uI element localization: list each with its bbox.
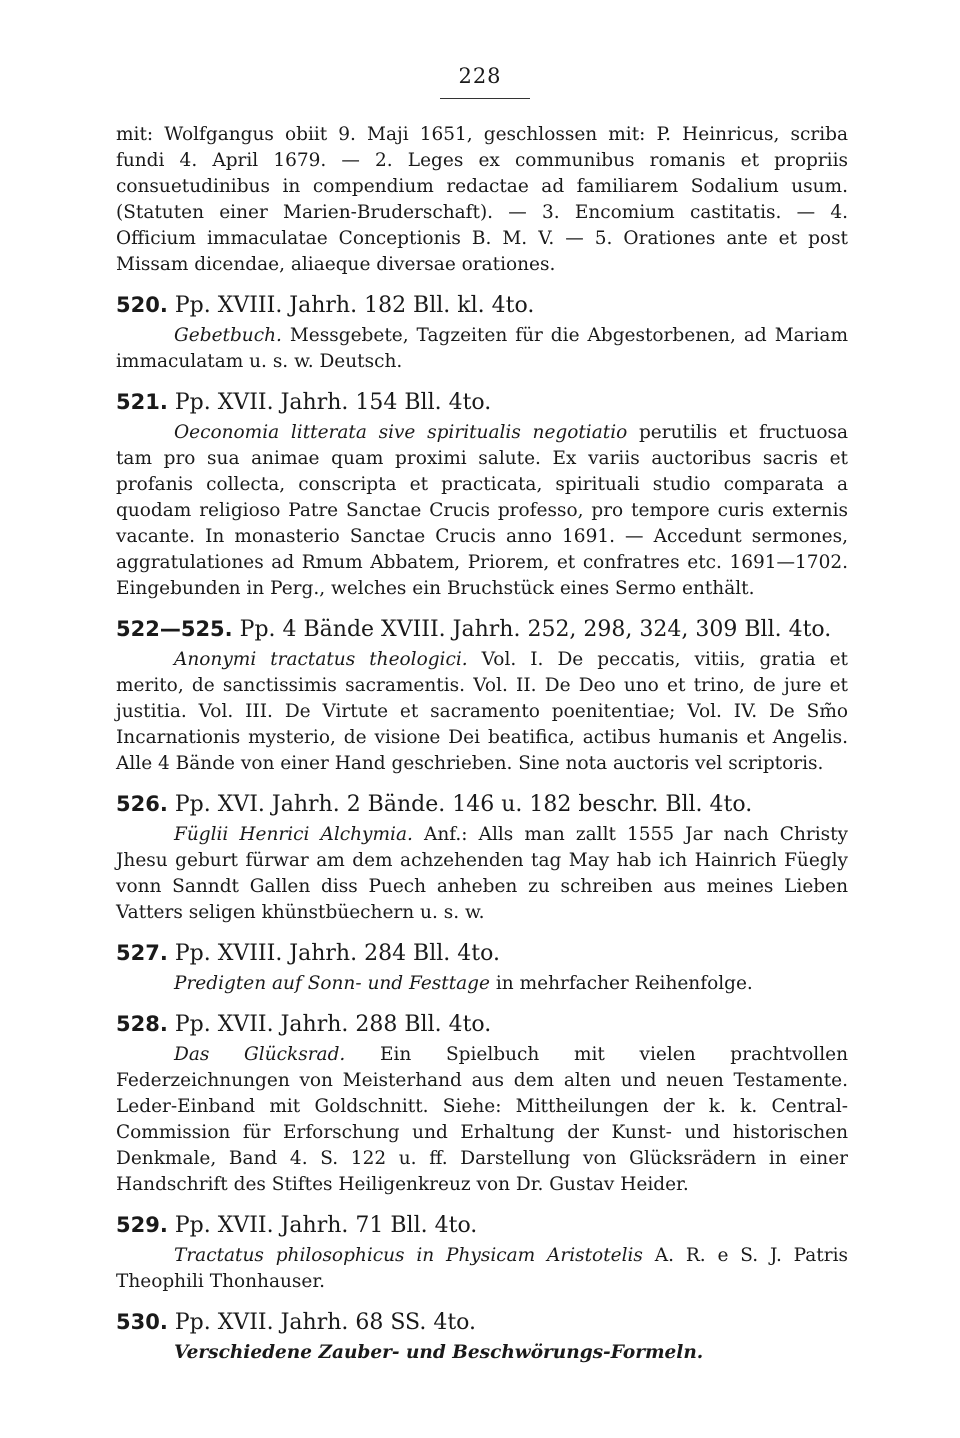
entry-number: 530.	[116, 1310, 168, 1334]
entry-body: Ein Spielbuch mit vielen prachtvollen Federzeichnungen von Meisterhand aus dem alten und neuen Testamente. Leder-Einband mit Goldschnitt. Siehe: Mittheilungen der k. k. Central-Commission für Erforschung und Erhaltung der Kunst- und historischen Denkmale, Band 4. S. 122 u. ff. Darstellung von Glücksrädern in einer Handschrift des Stiftes Heiligenkreuz von Dr. Gustav Heider.	[116, 1044, 848, 1195]
entry-number: 527.	[116, 941, 168, 965]
entry-title: Füglii Henrici Alchymia.	[174, 824, 413, 845]
entry-title: Verschiedene Zauber- und Beschwörungs-Formeln.	[174, 1342, 704, 1363]
entry-header	[116, 1307, 848, 1338]
entry-description	[116, 822, 848, 926]
entry-header-text: Pp. XVII. Jahrh. 288 Bll. 4to.	[167, 1012, 492, 1037]
entry-number: 522—525.	[116, 617, 233, 641]
entry-description	[116, 1340, 848, 1366]
catalog-entry	[116, 1307, 848, 1366]
entry-number: 520.	[116, 293, 168, 317]
page-number-rule	[440, 98, 530, 99]
entry-title: Tractatus philosophicus in Physicam Aristotelis	[174, 1245, 643, 1266]
entry-header	[116, 290, 848, 321]
entry-number: 526.	[116, 792, 168, 816]
entry-number: 521.	[116, 390, 168, 414]
entry-description	[116, 971, 848, 997]
entry-header	[116, 387, 848, 418]
catalog-entry	[116, 1009, 848, 1198]
page-content	[116, 122, 848, 1366]
catalog-entry	[116, 614, 848, 777]
entry-description	[116, 1243, 848, 1295]
intro-paragraph: mit: Wolfgangus obiit 9. Maji 1651, geschlossen mit: P. Heinricus, scriba fundi 4. April 1679. — 2. Leges ex communibus romanis et propriis consuetudinibus in compendium redactae ad familiarem Sodalium usum. (Statuten einer Marien-Bruderschaft). — 3. Encomium castitatis. — 4. Officium immaculatae Conceptionis B. M. V. — 5. Orationes ante et post Missam dicendae, aliaeque diversae orationes.	[116, 124, 848, 275]
entry-description	[116, 1042, 848, 1198]
entry-description	[116, 323, 848, 375]
entry-body: Anf.: Alls man zallt 1555 Jar nach Christy Jhesu geburt fürwar am dem achzehenden tag May hab ich Hainrich Füegly vonn Sanndt Gallen diss Puech anheben zu schreiben aus meines Lieben Vatters seligen khünstbüechern u. s. w.	[116, 824, 849, 923]
entry-header-text: Pp. XVI. Jahrh. 2 Bände. 146 u. 182 beschr. Bll. 4to.	[167, 792, 753, 817]
catalog-entry	[116, 1210, 848, 1295]
entry-header	[116, 614, 848, 645]
entry-description	[116, 420, 848, 602]
entry-header-text: Pp. XVII. Jahrh. 154 Bll. 4to.	[167, 390, 492, 415]
entry-title: Gebetbuch.	[174, 325, 282, 346]
catalog-entry	[116, 387, 848, 602]
entry-number: 528.	[116, 1012, 168, 1036]
entry-header-text: Pp. XVIII. Jahrh. 182 Bll. kl. 4to.	[167, 293, 535, 318]
entry-header-text: Pp. XVII. Jahrh. 71 Bll. 4to.	[167, 1213, 478, 1238]
catalog-entry	[116, 290, 848, 375]
entry-body: Vol. I. De peccatis, vitiis, gratia et merito, de sanctissimis sacramentis. Vol. II. De Deo uno et trino, de jure et justitia. Vol. III. De Virtute et sacramento poenitentiae; Vol. IV. De Sm̃o Incarnationis mysterio, de visione Dei beatifica, actibus humanis et Angelis. Alle 4 Bände von einer Hand geschrieben. Sine nota auctoris vel scriptoris.	[116, 649, 848, 774]
catalog-entry	[116, 789, 848, 926]
entry-title: Anonymi tractatus theologici.	[174, 649, 468, 670]
entry-body: A. R. e S. J. Patris Theophili Thonhauser.	[116, 1245, 848, 1292]
entry-body: perutilis et fructuosa tam pro sua animae quam proximi salute. Ex variis auctoribus sacris et profanis collecta, conscripta et practicata, spirituali studio comparata a quodam religioso Patre Sanctae Crucis professo, pro tempore curis externis vacante. In monasterio Sanctae Crucis anno 1691. — Accedunt sermones, aggratulationes ad Rmum Abbatem, Priorem, et confratres etc. 1691—1702. Eingebunden in Perg., welches ein Bruchstück eines Sermo enthält.	[116, 422, 848, 599]
entry-list	[116, 290, 848, 1366]
entry-header	[116, 938, 848, 969]
entry-body: in mehrfacher Reihenfolge.	[489, 973, 753, 994]
entry-title: Predigten auf Sonn- und Festtage	[174, 973, 490, 994]
entry-header	[116, 789, 848, 820]
entry-title: Das Glücksrad.	[174, 1044, 346, 1065]
entry-header	[116, 1009, 848, 1040]
entry-header-text: Pp. XVII. Jahrh. 68 SS. 4to.	[167, 1310, 477, 1335]
entry-body: Messgebete, Tagzeiten für die Abgestorbenen, ad Mariam immaculatam u. s. w. Deutsch.	[116, 325, 848, 372]
entry-title: Oeconomia litterata sive spiritualis negotiatio	[174, 422, 628, 443]
entry-description	[116, 647, 848, 777]
entry-header-text: Pp. XVIII. Jahrh. 284 Bll. 4to.	[167, 941, 500, 966]
entry-number: 529.	[116, 1213, 168, 1237]
catalog-entry	[116, 938, 848, 997]
entry-header	[116, 1210, 848, 1241]
page-number: 228	[458, 64, 502, 88]
entry-header-text: Pp. 4 Bände XVIII. Jahrh. 252, 298, 324, 309 Bll. 4to.	[232, 617, 832, 642]
